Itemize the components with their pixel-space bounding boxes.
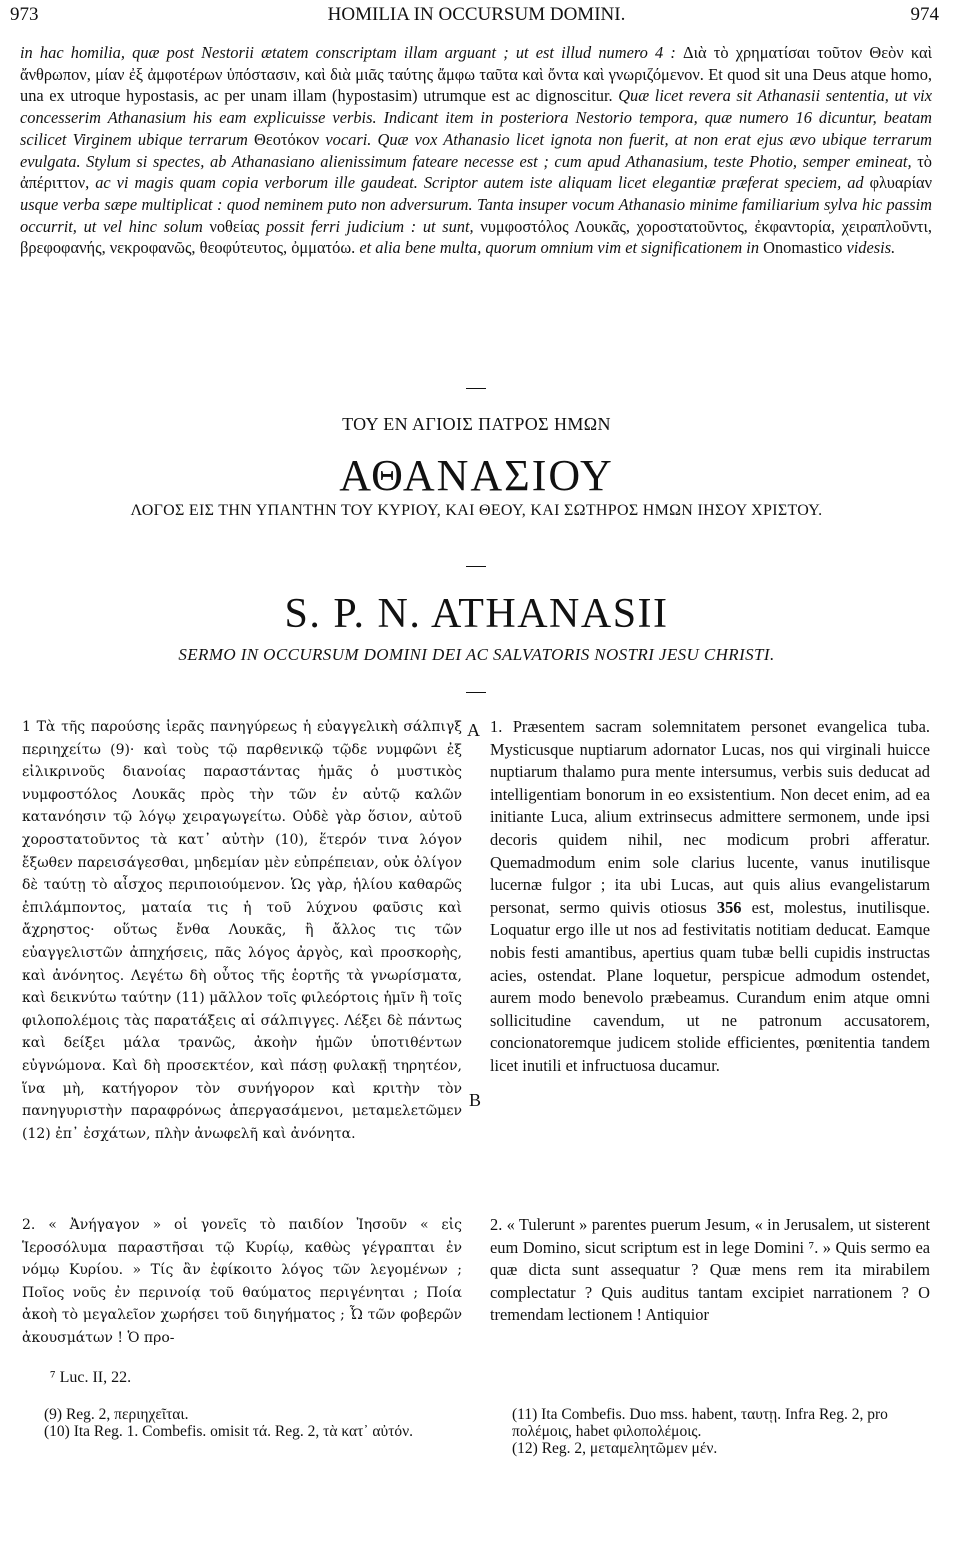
divider bbox=[466, 566, 486, 567]
page-number-right: 974 bbox=[910, 4, 939, 25]
intro-text: Et quod sit una Deus atque homo, una ex utroque hypostasis, ac per unam illam (hypostasim) utrumque est ac dignoscitur. bbox=[20, 64, 932, 106]
footnotes-right bbox=[512, 1406, 942, 1457]
intro-text: vocari. Quæ vox Athanasio licet ignota non fuerit, at non erat ejus ævo ubique terrarum evulgata. Stylum si spectes, ab Athanasiano alienissimum fateare necesse est ; cum apud Athanasium, teste Photio, semper emineat, bbox=[20, 129, 932, 171]
greek-word: Θεοτόκον bbox=[254, 129, 320, 149]
divider bbox=[466, 692, 486, 693]
intro-text: Onomastico bbox=[763, 238, 843, 258]
latin-sermon-title: SERMO IN OCCURSUM DOMINI DEI AC SALVATORIS NOSTRI JESU CHRISTI. bbox=[178, 645, 775, 664]
footnote-10: (10) Ita Reg. 1. Combefis. omisit τά. Reg. 2, τὰ κατ᾽ αὐτόν. bbox=[44, 1423, 414, 1440]
latin-paragraph-1 bbox=[490, 716, 930, 1078]
footnotes-left bbox=[44, 1406, 474, 1440]
greek-heading-prefix: ΤΟΥ ΕΝ ΑΓΙΟΙΣ ΠΑΤΡΟΣ ΗΜΩΝ bbox=[342, 414, 611, 434]
margin-letter-b: B bbox=[469, 1090, 482, 1110]
greek-quote: Διὰ τὸ χρηματίσαι τοῦτον Θεὸν καὶ ἄνθρωπον, μίαν ἐξ ἀμφοτέρων ὑπόστασιν, καὶ διὰ μιᾶς ταύτης ἄμφω ταῦτα καὶ ὄντα καὶ γνωριζόμενον. bbox=[20, 43, 932, 84]
footnote-11: (11) Ita Combefis. Duo mss. habent, ταυτῃ. Infra Reg. 2, pro πολέμοις, habet φιλοπολέμοις. bbox=[512, 1406, 888, 1440]
latin-author-name: S. P. N. ATHANASII bbox=[284, 591, 669, 637]
intro-text: Quæ licet revera sit Athanasii sententia, ut vix concesserim Athanasium his eam explicuisse verbis. Indicant item in posteriora Nestorio tempora, quæ numero 16 dicuntur, beatam scilicet Virginem ubique terrarum bbox=[20, 86, 932, 149]
latin-text: est, molestus, inutilisque. Loquatur ergo ille ut nos ad festivitatis notitiam deducat. Eamque nobis festi amantibus, apertius quam tubæ belli cupidis instructas acies, ostendat. Plane loquetur, perspicue admodum ostendet, aurem modo benevolo præbeamus. Curandum enim atque omni sollicitudine cavendum, ut ne patronum accusatorem, concionatoremque judicem stolide efficientes, pœnitentia tandem licet inutili et infructuosa ducamur. bbox=[490, 897, 930, 1075]
footnote-9: (9) Reg. 2, περιηχεῖται. bbox=[44, 1406, 189, 1423]
intro-paragraph bbox=[20, 42, 932, 259]
original-page-number: 356 bbox=[716, 897, 742, 917]
intro-text: videsis. bbox=[846, 238, 896, 258]
greek-sermon-title: ΛΟΓΟΣ ΕΙΣ ΤΗΝ ΥΠΑΝΤΗΝ ΤΟΥ ΚΥΡΙΟΥ, ΚΑΙ ΘΕΟΥ, ΚΑΙ ΣΩΤΗΡΟΣ ΗΜΩΝ ΙΗΣΟΥ ΧΡΙΣΤΟΥ. bbox=[130, 502, 823, 519]
intro-text: in hac homilia, quæ post Nestorii ætatem conscriptam illam arguant ; ut est illud numero 4 : bbox=[20, 43, 676, 62]
greek-word: νοθείας bbox=[209, 216, 260, 236]
greek-paragraph-1: 1 Τὰ τῆς παρούσης ἱερᾶς πανηγύρεως ἡ εὐαγγελικὴ σάλπιγξ περιηχείτω (9)· καὶ τοὺς τῷ παρθενικῷ τῷδε νυμφῶνι ἐξ εἰλικρινοῦς διανοίας παραστάντας ἡμᾶς ὁ μυστικὸς νυμφοστόλος Λουκᾶς πρὸς τὴν τῶν ἐν αὐτῷ καλῶν κατανόησιν τῷ λόγῳ χειραγωγείτω. Οὐδὲ γὰρ ὅσιον, αὐτοῦ χοροστατοῦντος τὰ κατ᾽ αὐτὴν (10), ἕτερόν τινα λόγον ἔξωθεν παρεισάγεσθαι, μηδεμίαν μὲν εὐπρέπειαν, οὐκ ὀλίγον δὲ ταύτῃ τὸ αἶσχος περιποιούμενον. Ὡς γὰρ, ἡλίου καθαρῶς ἐπιλάμποντος, ματαία τις ἡ τοῦ λύχνου φαῦσις καὶ ἄχρηστος· οὕτως ἔνθα Λουκᾶς, ἢ ἄλλος τις τῶν εὐαγγελιστῶν ἀπηχήσεις, πᾶς λόγος ἀργὸς, καὶ προσκορὴς, καὶ ἀνόνητος. Λεγέτω δὴ οὗτος τῆς ἑορτῆς τὰ γνωρίσματα, καὶ δεικνύτω ταύτην (11) μᾶλλον τοῖς φιλεόρτοις ἡμῖν ἢ τοῖς φιλοπολέμοις τὰς παρατάξεις αἱ σάλπιγγες. Λέξει δὲ πάντως καὶ δείξει μάλα τρανῶς, ἀκοὴν ἡμῶν ὑποτιθέντων εὐγνώμονα. Καὶ δὴ προσεκτέον, καὶ πάσῃ φυλακῇ τηρητέον, ἵνα μὴ, κατήγορον τὸν συνήγορον καὶ κριτὴν τὸν πανηγυριστὴν παραφρόνως ἀπεργασάμενοι, μεταμελετῶμεν (12) ἐπ᾽ ἐσχάτων, πλὴν ἀνωφελῆ καὶ ἀνόνητα. bbox=[22, 719, 462, 1142]
greek-paragraph-2: 2. « Ἀνήγαγον » οἱ γονεῖς τὸ παιδίον Ἰησοῦν « εἰς Ἱεροσόλυμα παραστῆσαι τῷ Κυρίῳ, καθὼς γέγραπται ἐν νόμῳ Κυρίου. » Τίς ἂν ἐφίκοιτο λόγος τῶν λεγομένων ; Ποῖος νοῦς ἐν περινοίᾳ τοῦ θαύματος περιγένηται ; Ποία ἀκοὴ τὸ μεγαλεῖον χωρήσει τοῦ διηγήματος ; Ὦ τῶν φοβερῶν ἀκουσμάτων ! Ὁ προ- bbox=[22, 1217, 462, 1346]
latin-text: 1. Præsentem sacram solemnitatem personet evangelica tuba. Mysticusque nuptiarum adornator Lucas, nos qui virginali huicce nuptiarum thalamo pura mente intersumus, verbis suis deducat ad intelligentiam bonorum in eo exsistentium. Non decet enim, ad ea initiante Luca, alium extrinsecus admittere sermonem, unde ipsi decoris quidem nihil, nec modicum probri afferatur. Quemadmodum enim sole clarius lucente, vanus inutilisque lucernæ fulgor ; ita ubi Lucas, aut quis alius evangelistarum personat, sermo quivis otiosus bbox=[490, 717, 930, 917]
intro-text: et alia bene multa, quorum omnium vim et significationem in bbox=[359, 238, 760, 258]
greek-word-list: νυμφοστόλος Λουκᾶς, χοροστατοῦντος, ἐκφαντορία, χειραπλοῦντι, βρεφοφανής, νεκροφανῶς, θεοφύτευτος, ὀμματόω. bbox=[20, 216, 932, 258]
scripture-reference: ⁷ Luc. II, 22. bbox=[50, 1369, 132, 1386]
greek-word: τὸ ἀπέριττον, bbox=[20, 151, 932, 193]
intro-text: usque verba sæpe multiplicat : quod neminem puto non adversurum. Tanta insuper vocum Athanasio minime familiarium sylva hic passim occurrit, ut vel hinc solum bbox=[20, 194, 932, 236]
margin-letter-a: A bbox=[467, 720, 480, 740]
intro-text: possit ferri judicium : ut sunt, bbox=[265, 216, 474, 236]
greek-word: φλυαρίαν bbox=[869, 173, 932, 193]
greek-author-name: ΑΘΑΝΑΣΙΟΥ bbox=[339, 451, 614, 500]
running-header bbox=[0, 4, 953, 30]
latin-paragraph-2: 2. « Tulerunt » parentes puerum Jesum, « in Jerusalem, ut sisterent eum Domino, sicut scriptum est in lege Domini ⁷. » Quis sermo ea quæ dicta sunt assequatur ? Quæ mens rem ita mirabilem complectatur ? Quis auditus tantam excipiet narrationem ? O tremendam lectionem ! Antiquior bbox=[490, 1215, 930, 1325]
footnote-12: (12) Reg. 2, μεταμελητῶμεν μέν. bbox=[512, 1440, 718, 1457]
intro-text: ac vi magis quam copia verborum ille gaudeat. Scriptor autem iste aliquam licet elegantiæ præferat speciem, ad bbox=[95, 173, 864, 193]
page-number-left: 973 bbox=[10, 4, 39, 25]
divider bbox=[466, 388, 486, 389]
running-title: HOMILIA IN OCCURSUM DOMINI. bbox=[327, 4, 626, 25]
